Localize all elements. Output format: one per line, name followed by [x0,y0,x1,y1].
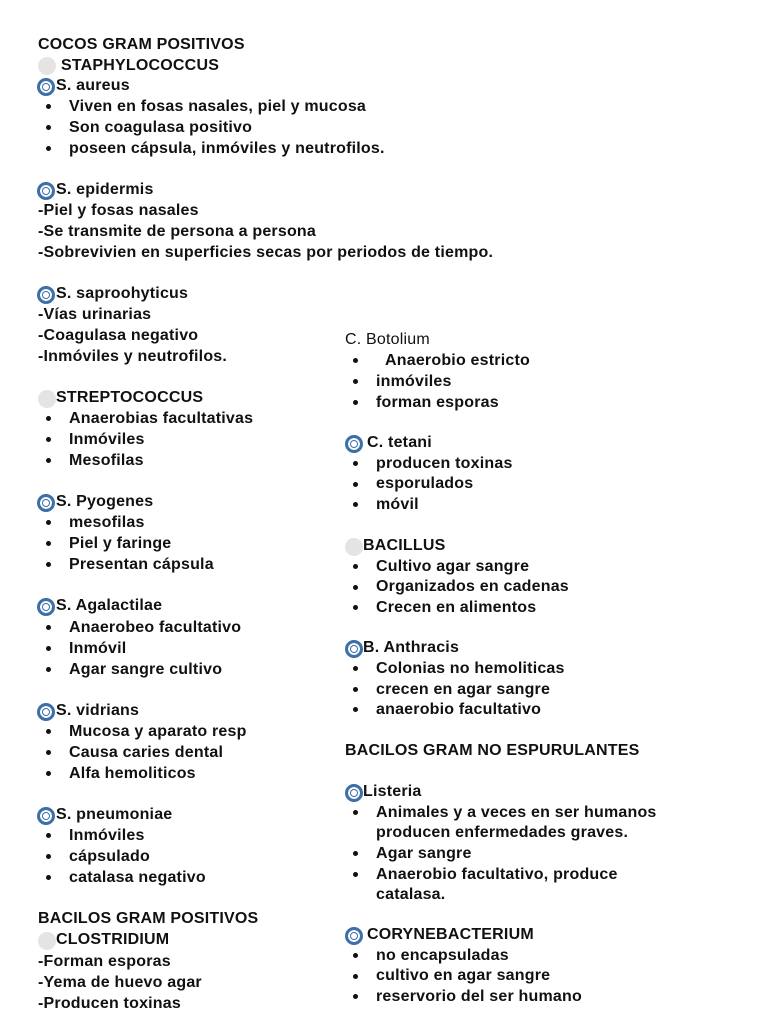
listeria-title: Listeria [363,783,422,800]
list-item: poseen cápsula, inmóviles y neutrofilos. [69,140,385,157]
streptococcus-header: STREPTOCOCCUS [56,389,204,406]
bullet-icon [353,400,358,405]
s-pyogenes-title: S. Pyogenes [56,493,154,510]
bullet-icon [353,502,358,507]
list-item: catalasa negativo [69,869,206,886]
bullet-icon [46,625,51,630]
text-line: -Piel y fosas nasales [38,202,199,219]
text-line: -Producen toxinas [38,995,181,1012]
text-line: -Sobrevivien en superficies secas por periodos de tiempo. [38,244,494,261]
list-item: Inmóvil [69,640,127,657]
bullet-icon [46,125,51,130]
list-item: reservorio del ser humano [376,988,582,1005]
text-line: -Coagulasa negativo [38,327,199,344]
text-line: -Vías urinarias [38,306,152,323]
list-item: Colonias no hemoliticas [376,660,565,677]
radio-circle-icon [37,807,55,825]
text-line: -Inmóviles y neutrofilos. [38,348,228,365]
bullet-icon [46,771,51,776]
bullet-icon [353,379,358,384]
bullet-icon [353,585,358,590]
bullet-icon [353,564,358,569]
bullet-icon [353,687,358,692]
list-item: Viven en fosas nasales, piel y mucosa [69,98,367,115]
list-item: Son coagulasa positivo [69,119,253,136]
list-item: Presentan cápsula [69,556,214,573]
s-pneumoniae-title: S. pneumoniae [56,806,173,823]
bullet-icon [46,667,51,672]
bullet-icon [46,541,51,546]
bullet-icon [46,416,51,421]
bullet-icon [46,875,51,880]
list-item: Mesofilas [69,452,144,469]
bullet-icon [353,482,358,487]
radio-circle-icon [37,78,55,96]
list-item: Organizados en cadenas [376,578,569,595]
s-agalactiae-title: S. Agalactilae [56,597,163,614]
radio-circle-icon [37,182,55,200]
list-item: Inmóviles [69,827,145,844]
bullet-icon [353,810,358,815]
s-saprophyticus-title: S. saproohyticus [56,285,189,302]
list-item-continuation: catalasa. [376,886,446,903]
bullet-icon [46,458,51,463]
bullet-icon [46,104,51,109]
list-item: Anaerobio facultativo, produce [376,866,618,883]
radio-circle-icon [345,435,363,453]
list-item: Mucosa y aparato resp [69,723,247,740]
list-item: Alfa hemoliticos [69,765,196,782]
bullet-icon [353,974,358,979]
list-item: Agar sangre [376,845,472,862]
list-item: Cultivo agar sangre [376,558,530,575]
list-item: forman esporas [376,394,499,411]
s-epidermis-title: S. epidermis [56,181,154,198]
bullet-icon [353,872,358,877]
bullet-icon [353,994,358,999]
s-viridans-title: S. vidrians [56,702,140,719]
radio-circle-icon [345,927,363,945]
corynebacterium-title: CORYNEBACTERIUM [367,926,534,943]
gray-circle-icon [38,57,56,75]
bullet-icon [46,646,51,651]
bullet-icon [46,833,51,838]
c-botulinum-title: C. Botolium [345,331,430,348]
radio-circle-icon [37,703,55,721]
bullet-icon [353,605,358,610]
list-item: esporulados [376,475,474,492]
s-aureus-title: S. aureus [56,77,130,94]
bullet-icon [353,953,358,958]
bullet-icon [46,146,51,151]
list-item: móvil [376,496,419,513]
bullet-icon [46,437,51,442]
list-item: Piel y faringe [69,535,172,552]
gray-circle-icon [38,390,56,408]
bullet-icon [46,520,51,525]
bullet-icon [46,750,51,755]
list-item: producen toxinas [376,455,513,472]
list-item: Anaerobeo facultativo [69,619,242,636]
b-anthracis-title: B. Anthracis [363,639,460,656]
bullet-icon [353,666,358,671]
bullet-icon [46,854,51,859]
list-item: cultivo en agar sangre [376,967,551,984]
c-tetani-title: C. tetani [367,434,432,451]
text-line: -Yema de huevo agar [38,974,202,991]
bullet-icon [46,729,51,734]
bullet-icon [46,562,51,567]
list-item: Animales y a veces en ser humanos [376,804,657,821]
bullet-icon [353,358,358,363]
radio-circle-icon [37,494,55,512]
list-item: Anaerobias facultativas [69,410,254,427]
bacillus-header: BACILLUS [363,537,446,554]
gray-circle-icon [38,932,56,950]
radio-circle-icon [37,598,55,616]
list-item-continuation: producen enfermedades graves. [376,824,629,841]
clostridium-header: CLOSTRIDIUM [56,931,170,948]
staphylococcus-header: STAPHYLOCOCCUS [61,57,220,74]
list-item: crecen en agar sangre [376,681,551,698]
list-item: Agar sangre cultivo [69,661,223,678]
list-item: mesofilas [69,514,145,531]
heading-cocos-gram-positivos: COCOS GRAM POSITIVOS [38,36,245,53]
heading-bacilos-no-esporulantes: BACILOS GRAM NO ESPURULANTES [345,742,640,759]
radio-circle-icon [345,784,363,802]
text-line: -Forman esporas [38,953,171,970]
list-item: Crecen en alimentos [376,599,537,616]
gray-circle-icon [345,538,363,556]
bullet-icon [353,461,358,466]
bullet-icon [353,851,358,856]
list-item: Causa caries dental [69,744,224,761]
list-item: Inmóviles [69,431,145,448]
bullet-icon [353,707,358,712]
list-item: inmóviles [376,373,452,390]
list-item: Anaerobio estricto [385,352,530,369]
radio-circle-icon [345,640,363,658]
list-item: no encapsuladas [376,947,509,964]
text-line: -Se transmite de persona a persona [38,223,317,240]
radio-circle-icon [37,286,55,304]
heading-bacilos-gram-positivos: BACILOS GRAM POSITIVOS [38,910,259,927]
list-item: anaerobio facultativo [376,701,542,718]
list-item: cápsulado [69,848,150,865]
